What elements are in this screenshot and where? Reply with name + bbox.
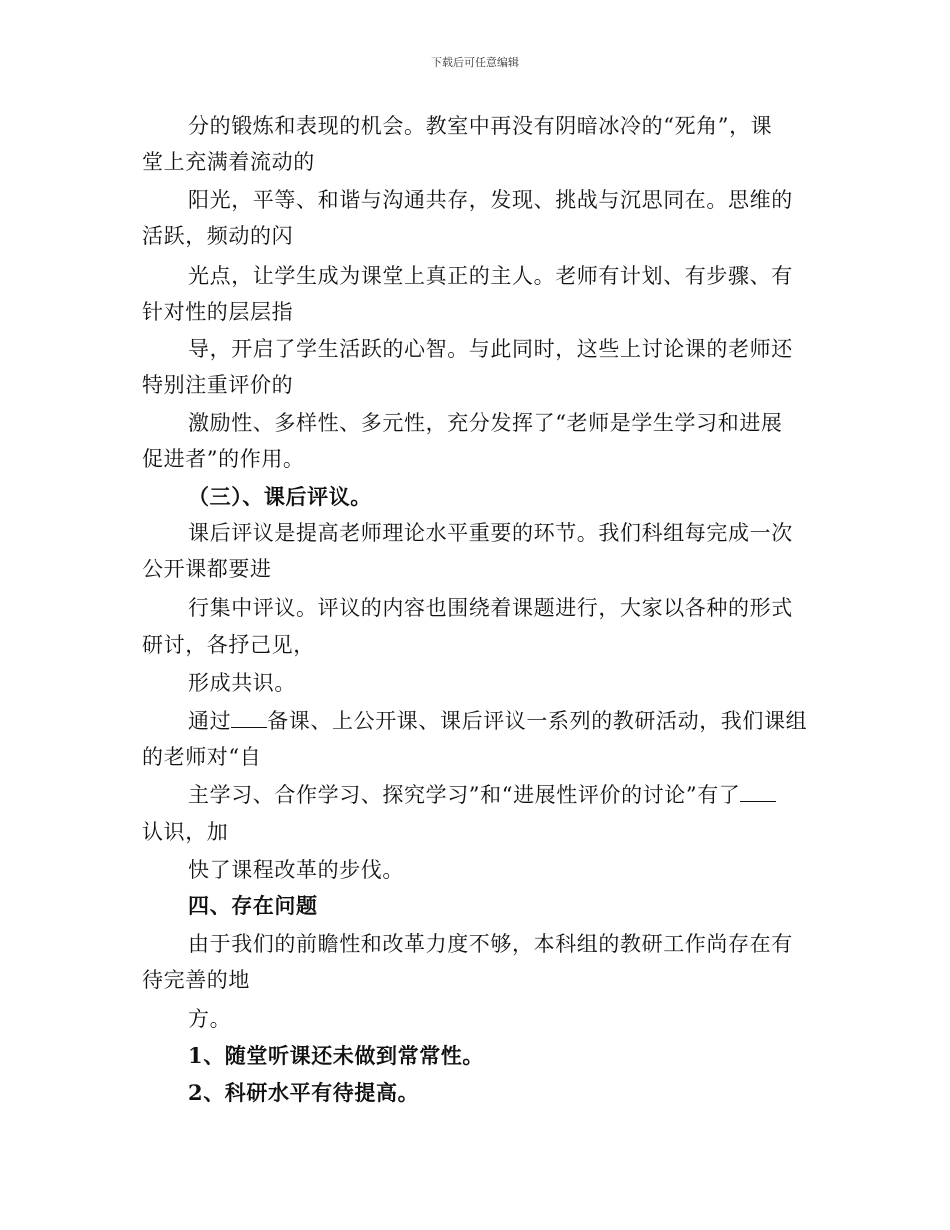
fill-in-blank xyxy=(231,709,267,728)
paragraph-line: 待完善的地 xyxy=(142,968,250,992)
list-item: 1、随堂听课还未做到常常性。 xyxy=(188,1043,485,1068)
paragraph-line: 阳光，平等、和谐与沟通共存，发现、挑战与沉思同在。思维的 xyxy=(188,188,793,212)
paragraph-line: 行集中评议。评议的内容也围绕着课题进行，大家以各种的形式 xyxy=(188,596,793,620)
paragraph-line: 针对性的层层指 xyxy=(142,300,294,324)
section-heading: 四、存在问题 xyxy=(188,893,318,918)
fill-in-blank xyxy=(740,783,776,802)
paragraph-line: 认识，加 xyxy=(142,820,229,844)
paragraph-line: 导，开启了学生活跃的心智。与此同时，这些上讨论课的老师还 xyxy=(188,337,793,361)
section-heading: （三）、课后评议。 xyxy=(188,484,372,509)
paragraph-line: 课后评议是提高老师理论水平重要的环节。我们科组每完成一次 xyxy=(188,521,793,545)
paragraph-line: 形成共识。 xyxy=(188,671,296,695)
paragraph-text: 主学习、合作学习、探究学习”和“进展性评价的讨论”有了 xyxy=(188,783,741,807)
paragraph-line: 由于我们的前瞻性和改革力度不够，本科组的教研工作尚存在有 xyxy=(188,932,793,956)
paragraph-line: 的老师对“自 xyxy=(142,745,262,769)
paragraph-line: 快了课程改革的步伐。 xyxy=(188,858,404,882)
paragraph-text: 备课、上公开课、课后评议一系列的教研活动，我们课组 xyxy=(267,709,808,733)
paragraph-line: 活跃，频动的闪 xyxy=(142,224,294,248)
paragraph-line: 研讨，各抒己见， xyxy=(142,633,315,657)
paragraph-line xyxy=(188,780,776,810)
paragraph-line: 特别注重评价的 xyxy=(142,373,294,397)
paragraph-line: 分的锻炼和表现的机会。教室中再没有阴暗冰冷的“死角”，课 xyxy=(188,114,773,138)
paragraph-line: 促进者”的作用。 xyxy=(142,447,305,471)
paragraph-line: 堂上充满着流动的 xyxy=(142,150,315,174)
paragraph-line: 方。 xyxy=(188,1007,232,1031)
paragraph-line: 激励性、多样性、多元性，充分发挥了“老师是学生学习和进展 xyxy=(188,411,783,435)
paragraph-line xyxy=(188,706,807,736)
paragraph-line: 光点，让学生成为课堂上真正的主人。老师有计划、有步骤、有 xyxy=(188,264,793,288)
list-item: 2、科研水平有待提高。 xyxy=(188,1080,420,1105)
page-header-note: 下载后可任意编辑 xyxy=(431,56,519,69)
paragraph-line: 公开课都要进 xyxy=(142,557,272,581)
paragraph-text: 通过 xyxy=(188,709,232,733)
